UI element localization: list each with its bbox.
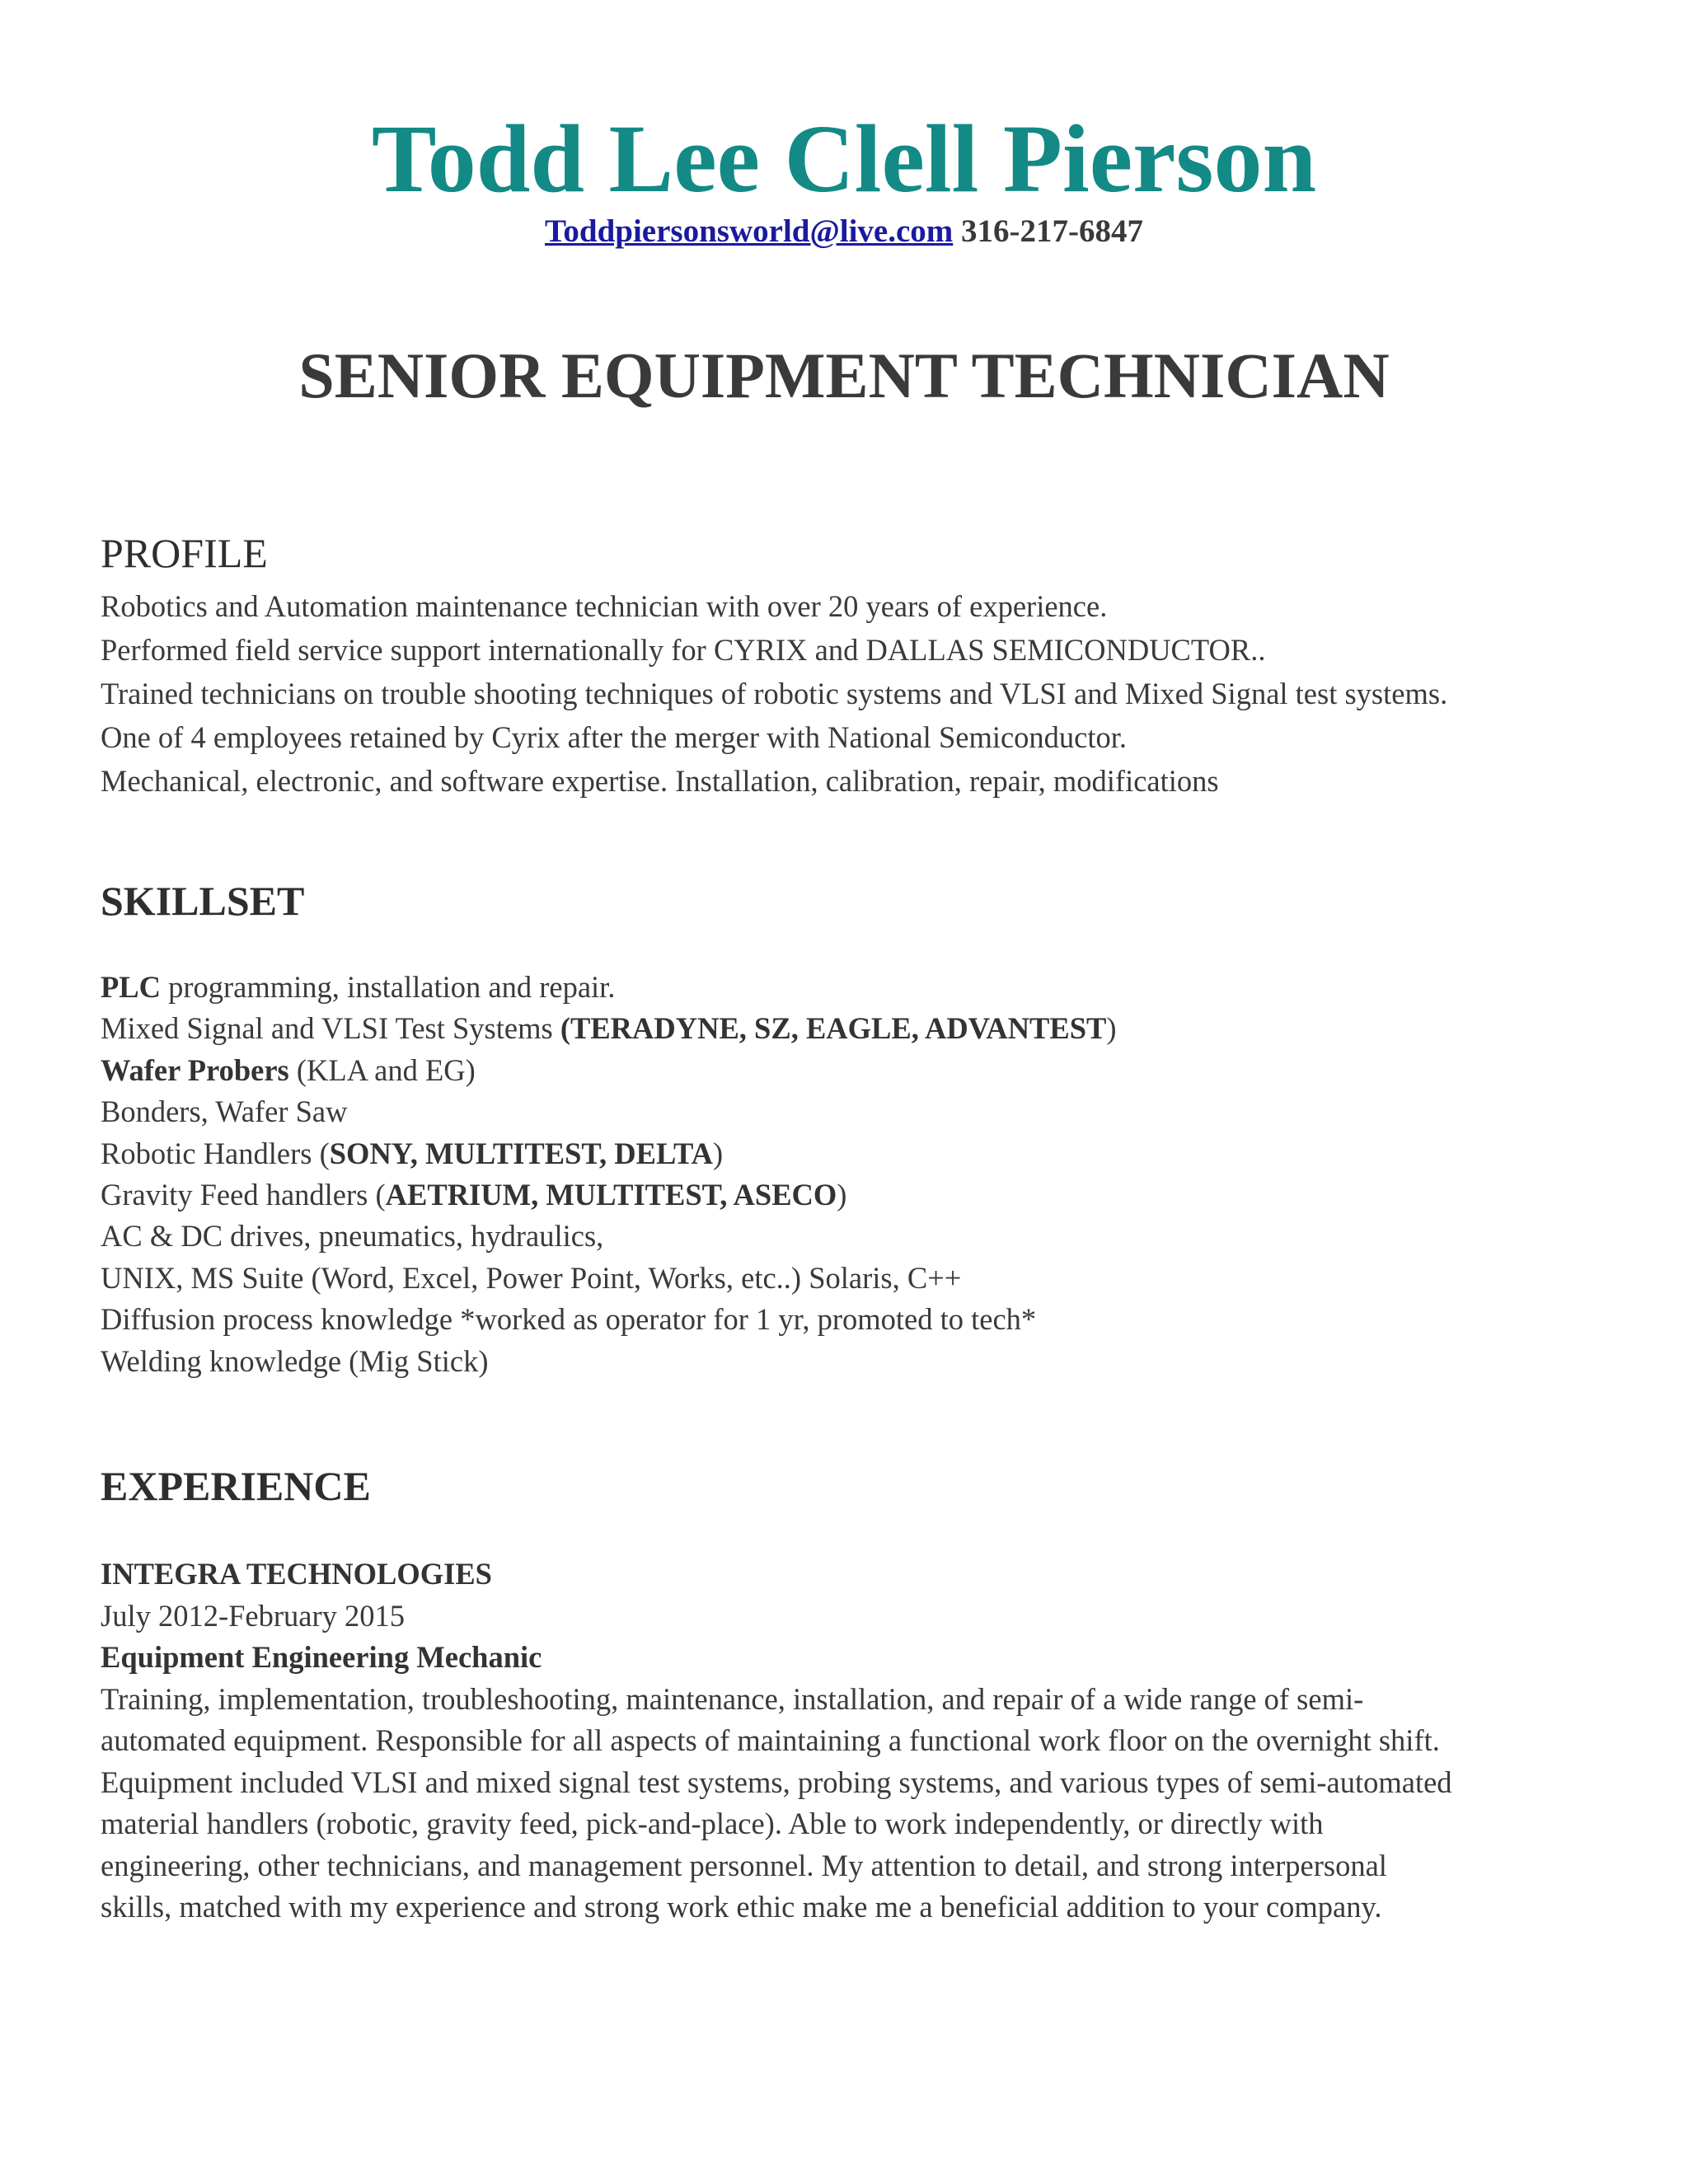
skillset-list (101, 967, 1584, 1382)
skillset-heading: SKILLSET (101, 878, 305, 924)
skill-text: Mixed Signal and VLSI Test Systems (101, 1011, 560, 1046)
skill-bold: SONY, MULTITEST, DELTA (329, 1136, 713, 1170)
profile-heading: PROFILE (101, 530, 268, 576)
skill-item (101, 1050, 1584, 1091)
skill-item (101, 1008, 1584, 1049)
skill-bold: PLC (101, 970, 161, 1004)
phone-number: 316-217-6847 (961, 213, 1144, 249)
skill-item (101, 967, 1584, 1008)
profile-line: Trained technicians on trouble shooting techniques of robotic systems and VLSI and Mixed Signal test systems. (101, 677, 1448, 710)
email-link[interactable]: Toddpiersonsworld@live.com (544, 213, 954, 249)
skill-item: Welding knowledge (Mig Stick) (101, 1343, 489, 1378)
job-dates: July 2012-February 2015 (101, 1598, 406, 1633)
job-description-line: material handlers (robotic, gravity feed, pick-and-place). Able to work independently, or directly with (101, 1807, 1324, 1840)
profile-line: Performed field service support internationally for CYRIX and DALLAS SEMICONDUCTOR.. (101, 633, 1266, 667)
skill-item: UNIX, MS Suite (Word, Excel, Power Point, Works, etc..) Solaris, C++ (101, 1260, 962, 1295)
job-role-text: Equipment Engineering Mechanic (101, 1640, 542, 1674)
job-description-line: automated equipment. Responsible for all aspects of maintaining a functional work floor on the overnight shift. (101, 1723, 1440, 1757)
skill-item: Bonders, Wafer Saw (101, 1094, 348, 1129)
skill-text: programming, installation and repair. (161, 970, 616, 1004)
skill-bold: Wafer Probers (101, 1052, 289, 1087)
skill-text: ) (712, 1136, 724, 1170)
job-description-line: engineering, other technicians, and management personnel. My attention to detail, and strong interpersonal (101, 1848, 1387, 1882)
profile-line: Mechanical, electronic, and software expertise. Installation, calibration, repair, modifications (101, 764, 1219, 798)
job-description-line: skills, matched with my experience and strong work ethic make me a beneficial addition to your company. (101, 1890, 1382, 1924)
job-description-line: Equipment included VLSI and mixed signal test systems, probing systems, and various types of semi-automated (101, 1765, 1452, 1799)
skill-text: ) (1106, 1011, 1117, 1046)
skill-text: (KLA and EG) (288, 1052, 476, 1087)
skill-item (101, 1133, 1584, 1174)
skill-text: Robotic Handlers ( (101, 1136, 330, 1170)
skill-bold: AETRIUM, MULTITEST, ASECO (385, 1178, 837, 1212)
contact-line (0, 213, 1688, 251)
job-title: SENIOR EQUIPMENT TECHNICIAN (298, 340, 1390, 411)
skill-item (101, 1174, 1584, 1216)
skill-item: AC & DC drives, pneumatics, hydraulics, (101, 1219, 604, 1254)
profile-text (101, 584, 1584, 803)
profile-line: One of 4 employees retained by Cyrix after the merger with National Semiconductor. (101, 720, 1128, 754)
company-name (101, 1554, 1584, 1596)
skill-text: ) (837, 1178, 847, 1212)
experience-heading: EXPERIENCE (101, 1463, 371, 1509)
skill-item: Diffusion process knowledge *worked as operator for 1 yr, promoted to tech* (101, 1302, 1037, 1337)
company-name-text: INTEGRA TECHNOLOGIES (101, 1557, 492, 1591)
job-description-line: Training, implementation, troubleshooting, maintenance, installation, and repair of a wide range of semi- (101, 1681, 1364, 1716)
skill-bold: (TERADYNE, SZ, EAGLE, ADVANTEST (560, 1011, 1107, 1046)
skill-text: Gravity Feed handlers ( (101, 1178, 386, 1212)
profile-line: Robotics and Automation maintenance technician with over 20 years of experience. (101, 589, 1108, 623)
job-entry (101, 1554, 1584, 1929)
job-role (101, 1637, 1584, 1679)
candidate-name: Todd Lee Clell Pierson (371, 105, 1317, 213)
